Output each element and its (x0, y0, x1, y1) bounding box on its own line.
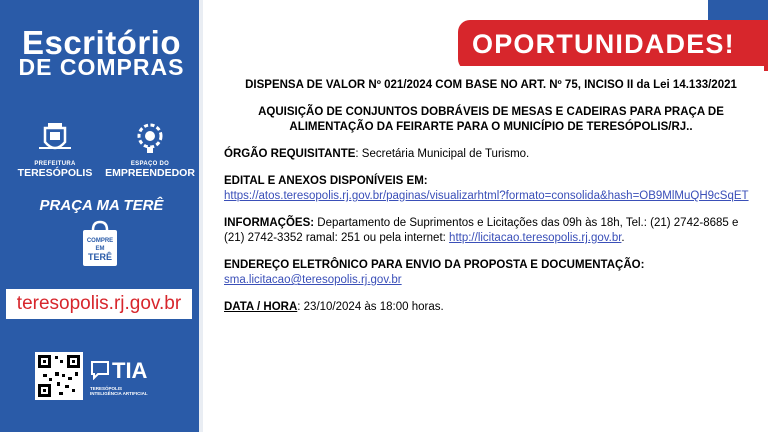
espaco-small: ESPAÇO DO (130, 161, 170, 167)
sidebar-panel (0, 0, 203, 432)
brand-subtitle: DE COMPRAS (18, 54, 185, 80)
espaco-name: EMPREENDEDOR (105, 167, 195, 179)
corner-accent (708, 0, 768, 20)
orgao-label: ÓRGÃO REQUISITANTE (224, 148, 356, 160)
notice-card (216, 66, 764, 432)
data-row (224, 300, 758, 315)
data-label: DATA / HORA (224, 301, 298, 313)
partner-logos (0, 122, 203, 182)
notice-subject: AQUISIÇÃO DE CONJUNTOS DOBRÁVEIS DE MESAS E CADEIRAS PARA PRAÇA DE ALIMENTAÇÃO DA FEIRARTE PARA O MUNICÍPIO DE TERESÓPOLIS/RJ.. (258, 106, 724, 133)
prefeitura-small: PREFEITURA (34, 161, 76, 167)
qr-code-icon (35, 352, 83, 400)
endereco-email-link[interactable]: sma.licitacao@teresopolis.rj.gov.br (224, 274, 402, 286)
lightbulb-gear-icon (133, 122, 167, 156)
praca-logo: PRAÇA MA TERÊ (39, 197, 164, 214)
chat-bubble-icon (90, 360, 110, 380)
notice-title: DISPENSA DE VALOR Nº 021/2024 COM BASE NO ART. Nº 75, INCISO II da Lei 14.133/2021 (245, 79, 737, 91)
prefeitura-logo (14, 122, 96, 179)
empreendedor-logo (104, 122, 196, 179)
info-row (224, 216, 758, 246)
info-text: Departamento de Suprimentos e Licitações das 09h às 18h, Tel.: (21) 2742-8685 e (21) 2742-3352 ramal: 251 ou pela internet: (224, 217, 739, 244)
edital-row (224, 174, 758, 204)
website-url[interactable]: teresopolis.rj.gov.br (16, 293, 182, 314)
endereco-row (224, 258, 758, 288)
qr-code (35, 352, 83, 400)
data-value: : 23/10/2024 às 18:00 horas. (297, 301, 444, 313)
tia-sub-1: TERESÓPOLIS (90, 386, 123, 391)
tia-label: TIA (112, 358, 148, 383)
info-label: INFORMAÇÕES: (224, 217, 315, 229)
info-end: . (621, 232, 625, 244)
orgao-row (224, 147, 758, 162)
bag-text-2: EM (95, 246, 105, 252)
bag-text-1: COMPRE (86, 238, 114, 244)
edital-link[interactable]: https://atos.teresopolis.rj.gov.br/paginas/visualizarhtml?formato=consolida&hash=OB9MlMuQH9cSqET (224, 190, 749, 202)
coat-of-arms-icon (37, 122, 73, 156)
shopping-bag-icon (80, 220, 120, 268)
opportunities-banner (458, 20, 768, 71)
tia-sub-2: INTELIGÊNCIA ARTIFICIAL (90, 391, 148, 396)
prefeitura-name: TERESÓPOLIS (17, 167, 93, 179)
tia-logo (90, 356, 180, 398)
tia-subtitle (90, 386, 148, 396)
endereco-label: ENDEREÇO ELETRÔNICO PARA ENVIO DA PROPOSTA E DOCUMENTAÇÃO: (224, 259, 645, 271)
website-box[interactable] (6, 289, 192, 319)
brand-title: Escritório (21, 24, 182, 61)
info-link[interactable]: http://licitacao.teresopolis.rj.gov.br (449, 232, 622, 244)
banner-title: OPORTUNIDADES! (472, 29, 735, 59)
edital-label: EDITAL E ANEXOS DISPONÍVEIS EM: (224, 175, 428, 187)
bag-text-3: TERÊ (87, 252, 113, 262)
orgao-value: : Secretária Municipal de Turismo. (355, 148, 530, 160)
